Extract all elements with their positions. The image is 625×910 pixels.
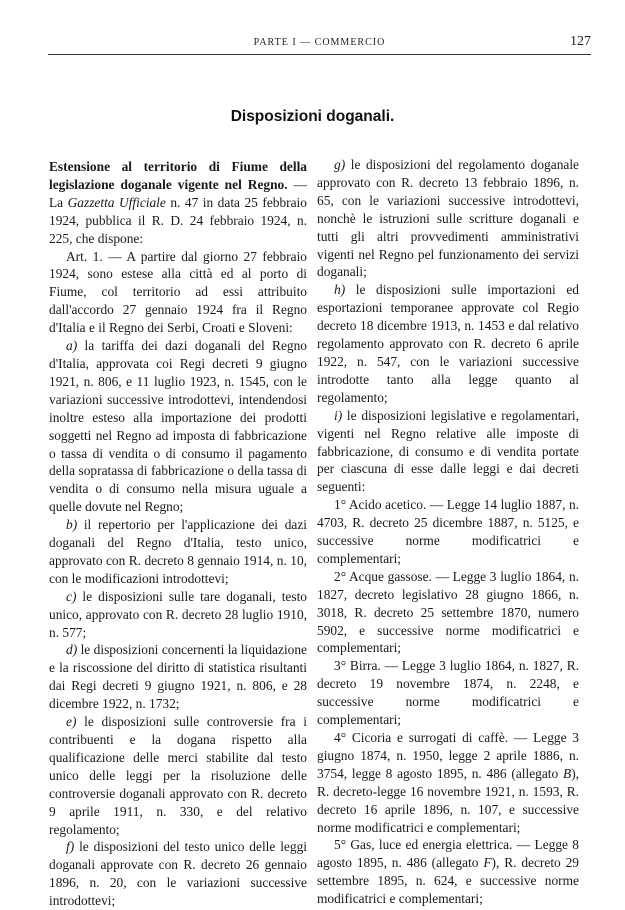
item-b: b) il repertorio per l'applicazione dei dazi doganali del Regno d'Italia, testo unico, approvato con R. decreto 8 gennaio 1914, n. 10, con le modificazioni introdottevi; [49, 517, 307, 586]
item-d: d) le disposizioni concernenti la liquidazione e la riscossione del diritto di statistica risultanti dai Regi decreti 9 giugno 1921, n. 806, e 28 dicembre 1922, n. 1732; [49, 642, 307, 712]
law-cicoria: 4° Cicoria e surrogati di caffè. — Legge 3 giugno 1874, n. 1950, legge 2 aprile 1886, n. 3754, legge 8 agosto 1895, n. 486 (allegato B), R. decreto-legge 16 novembre 1921, n. 1593, R. decreto 16 aprile 1896, n. 107, e successive norme modificatrici e complementari; [317, 730, 579, 835]
item-c: c) le disposizioni sulle tare doganali, testo unico, approvato con R. decreto 28 luglio 1910, n. 577; [49, 588, 307, 640]
gazzetta-ufficiale: Gazzetta Ufficiale [67, 194, 166, 210]
item-i: i) le disposizioni legislative e regolamentari, vigenti nel Regno relative alle imposte di fabbricazione, di consumo e di vendita portate per ciascuna di esse dalle leggi e dai decreti seguenti: [317, 407, 579, 495]
left-column [49, 158, 307, 910]
section-title: Disposizioni doganali. [230, 108, 395, 125]
item-e: e) le disposizioni sulle controversie fra i contribuenti e la dogana rispetto alla qualificazione delle merci stabilite dal testo unico delle leggi per la risoluzione delle controversie doganali approvato con R. decreto 9 aprile 1911, n. 330, e del relativo regolamento; [49, 714, 307, 837]
header-rule [48, 54, 591, 55]
right-column [317, 156, 579, 908]
law-gas-luce: 5° Gas, luce ed energia elettrica. — Legge 8 agosto 1895, n. 486 (allegato F), R. decreto 29 settembre 1895, n. 624, e successive norme modificatrici e complementari; [317, 837, 579, 907]
lead-heading: Estensione al territorio di Fiume della legislazione doganale vigente nel Regno. [49, 159, 307, 192]
page-number: 127 [570, 34, 591, 49]
running-title: PARTE I — COMMERCIO [253, 37, 386, 48]
item-g: g) le disposizioni del regolamento doganale approvato con R. decreto 13 febbraio 1896, n. 65, con le variazioni successive introdottevi, nonchè le istruzioni sulle scritture doganali e tutti gli altri provvedimenti amministrativi vigenti nel Regno pel funzionamento dei servizi doganali; [317, 157, 579, 280]
item-f: f) le disposizioni del testo unico delle leggi doganali approvate con R. decreto 26 gennaio 1896, n. 20, con le variazioni successive introdottevi; [49, 839, 307, 909]
item-h: h) le disposizioni sulle importazioni ed esportazioni temporanee approvate col Regio decreto 18 dicembre 1913, n. 1453 e dal relativo regolamento approvato con R. decreto 6 aprile 1922, n. 547, con le variazioni successive introdotte tanto alla legge quanto al regolamento; [317, 282, 579, 405]
item-a: a) la tariffa dei dazi doganali del Regno d'Italia, approvata coi Regi decreti 9 giugno 1921, n. 806, e 11 luglio 1923, n. 1545, con le variazioni successive introdottevi, intendendosi inoltre esteso alla importazione dei prodotti soggetti nel Regno ad imposta di fabbricazione o tassa di vendita o di consumo il pagamento della sopratassa di fabbricazione o della tassa di vendita o di consumo nella misura uguale a quelle dovute nel Regno; [49, 338, 307, 515]
law-acque-gassose: 2° Acque gassose. — Legge 3 luglio 1864, n. 1827, decreto legislativo 28 giugno 1866, n. 3018, R. decreto 25 settembre 1870, numero 5902, e successive norme modificatrici e complementari; [317, 568, 579, 656]
law-acido-acetico: 1° Acido acetico. — Legge 14 luglio 1887, n. 4703, R. decreto 25 dicembre 1887, n. 5125, e successive norme modificatrici e complementari; [317, 497, 579, 566]
article-1-paragraph: Art. 1. — A partire dal giorno 27 febbraio 1924, sono estese alla città ed al porto di Fiume, col territorio ad essi attribuito dall'accordo 27 gennaio 1924 fra il Regno d'Italia e il Regno dei Serbi, Croati e Sloveni: [49, 248, 307, 336]
law-birra: 3° Birra. — Legge 3 luglio 1864, n. 1827, R. decreto 19 novembre 1874, n. 2248, e successive norme modificatrici e complementari; [317, 658, 579, 728]
running-header [48, 34, 591, 50]
intro-paragraph: Estensione al territorio di Fiume della legislazione doganale vigente nel Regno. — La Gazzetta Ufficiale n. 47 in data 25 febbraio 1924, pubblica il R. D. 24 febbraio 1924, n. 225, che dispone: [49, 159, 307, 246]
